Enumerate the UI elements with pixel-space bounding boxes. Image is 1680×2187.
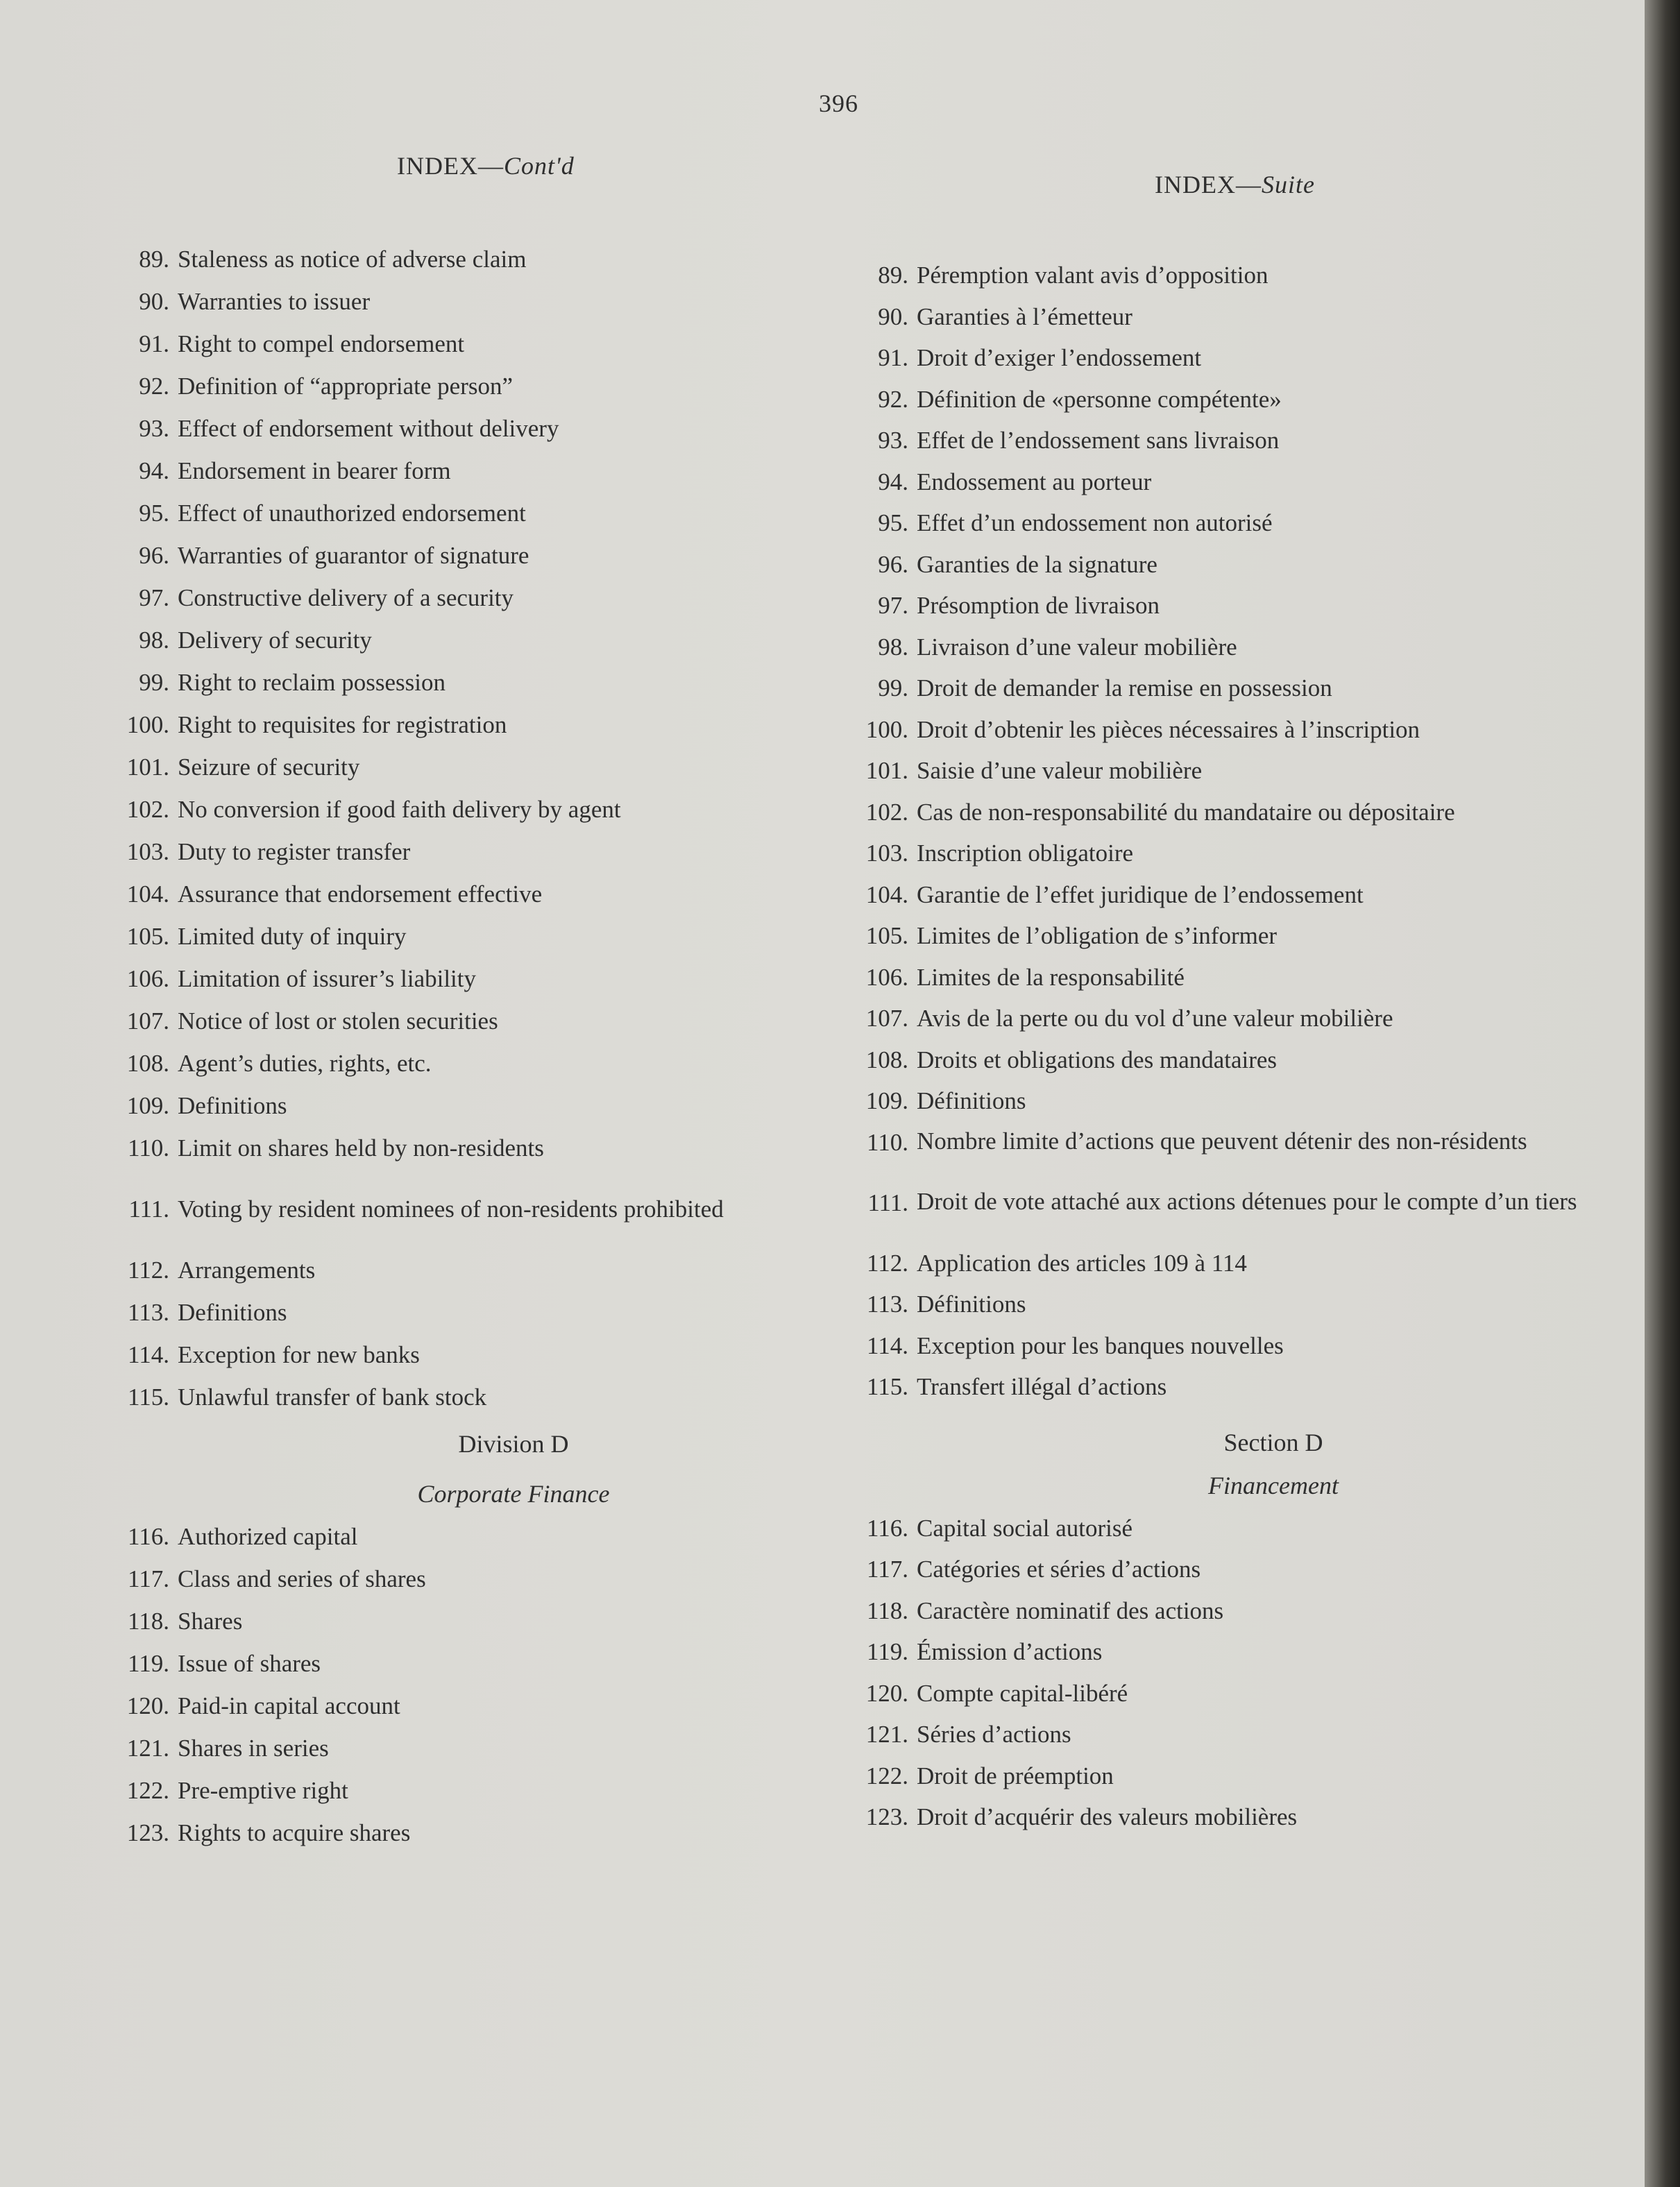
index-entry: [843, 1761, 1579, 1803]
index-entry: [104, 1255, 840, 1297]
entry-title: Exception for new banks: [178, 1341, 420, 1368]
entry-title: Limitation of issurer’s liability: [178, 965, 476, 992]
entry-number: 106.: [126, 965, 169, 992]
index-entry: [104, 710, 840, 752]
entry-title: Séries d’actions: [917, 1721, 1071, 1748]
entry-title: Compte capital-libéré: [917, 1679, 1128, 1707]
entry-title: Warranties of guarantor of signature: [178, 542, 529, 569]
entry-number: 90.: [878, 303, 908, 330]
page-number: 396: [819, 90, 858, 117]
entry-title: Definitions: [178, 1092, 287, 1119]
index-entry: [843, 260, 1579, 302]
index-entry: [104, 1522, 840, 1564]
entry-title: Droit de préemption: [917, 1762, 1114, 1789]
index-entry: [843, 1086, 1579, 1127]
index-entry: [843, 1637, 1579, 1678]
entry-title: Class and series of shares: [178, 1565, 426, 1592]
index-entry: [843, 343, 1579, 384]
entry-title: Définition de «personne compétente»: [917, 385, 1282, 413]
entry-number: 107.: [865, 1005, 908, 1032]
index-entry: [843, 1289, 1579, 1331]
entry-number: 97.: [139, 584, 169, 611]
entry-number: 96.: [139, 542, 169, 569]
entry-number: 103.: [865, 840, 908, 867]
index-entry: [843, 962, 1579, 1004]
entry-number: 91.: [139, 330, 169, 357]
entry-number: 108.: [865, 1046, 908, 1073]
entry-title: Limit on shares held by non-residents: [178, 1134, 544, 1161]
division-title: Section D: [1223, 1428, 1323, 1456]
entry-title: Transfert illégal d’actions: [917, 1373, 1167, 1400]
entry-title: Droits et obligations des mandataires: [917, 1046, 1278, 1073]
entry-number: 106.: [865, 963, 908, 991]
entry-number: 113.: [867, 1291, 908, 1318]
entry-number: 110.: [128, 1134, 169, 1161]
index-entry: [104, 667, 840, 710]
entry-title: Definitions: [178, 1299, 287, 1326]
entry-title: No conversion if good faith delivery by agent: [178, 796, 621, 823]
index-entry: [104, 1564, 840, 1606]
entry-title: Constructive delivery of a security: [178, 584, 514, 611]
index-entry: [104, 414, 840, 456]
entry-title: Inscription obligatoire: [917, 840, 1134, 867]
entry-title: Livraison d’une valeur mobilière: [917, 633, 1237, 661]
entry-number: 98.: [139, 627, 169, 654]
index-entry: [843, 1372, 1579, 1413]
index-entry: [104, 1733, 840, 1776]
index-entry: [104, 1006, 840, 1048]
index-entry: [843, 1719, 1579, 1761]
entry-number: 118.: [867, 1597, 908, 1624]
entry-title: Notice of lost or stolen securities: [178, 1007, 498, 1035]
left-column-header: [397, 151, 575, 180]
french-index-column: [843, 260, 1579, 1844]
entry-title: Definition of “appropriate person”: [178, 373, 514, 400]
entry-title: Émission d’actions: [917, 1638, 1103, 1665]
index-entry: [843, 1248, 1579, 1290]
entry-number: 99.: [878, 674, 908, 701]
index-entry: [843, 1554, 1579, 1596]
entry-title: Shares in series: [178, 1735, 329, 1762]
index-entry: [104, 498, 840, 541]
index-entry: [104, 794, 840, 837]
entry-title: Droit de demander la remise en possession: [917, 674, 1332, 701]
index-entry: [843, 1678, 1579, 1720]
entry-number: 119.: [867, 1638, 908, 1665]
entry-number: 112.: [128, 1257, 169, 1284]
division-subtitle: Financement: [1208, 1471, 1339, 1499]
entry-number: 94.: [878, 468, 908, 495]
english-index-column: [104, 244, 840, 1860]
index-entry: [104, 583, 840, 625]
entry-title: Seizure of security: [178, 754, 360, 781]
index-entry: [843, 1331, 1579, 1372]
entry-number: 94.: [139, 457, 169, 484]
entry-title: Assurance that endorsement effective: [178, 880, 543, 908]
entry-number: 104.: [865, 880, 908, 908]
index-entry: [104, 1382, 840, 1424]
index-entry: [843, 1045, 1579, 1087]
entry-number: 109.: [865, 1087, 908, 1114]
entry-number: 100.: [126, 711, 169, 738]
index-entry: [104, 1133, 840, 1194]
entry-title: Garanties de la signature: [917, 550, 1157, 578]
index-entry: [843, 425, 1579, 467]
entry-number: 100.: [865, 715, 908, 743]
index-entry: [104, 964, 840, 1006]
entry-number: 89.: [139, 246, 169, 273]
entry-title: Droit d’exiger l’endossement: [917, 344, 1202, 371]
entry-title: Arrangements: [178, 1257, 316, 1284]
entry-title: Unlawful transfer of bank stock: [178, 1384, 487, 1411]
entry-title: Garantie de l’effet juridique de l’endossement: [917, 880, 1364, 908]
page-edge-shadow: [1645, 0, 1680, 2187]
index-entry: [104, 1194, 840, 1255]
entry-title: Right to compel endorsement: [178, 330, 465, 357]
entry-title: Droit d’acquérir des valeurs mobilières: [917, 1803, 1298, 1830]
entry-number: 97.: [878, 592, 908, 619]
entry-title: Droit d’obtenir les pièces nécessaires à l’inscription: [917, 715, 1420, 743]
index-entry: [104, 287, 840, 329]
index-entry: [104, 1048, 840, 1091]
entry-title: Définitions: [917, 1291, 1026, 1318]
index-entry: [843, 1188, 1579, 1248]
index-entry: [104, 752, 840, 794]
index-entry: [104, 1818, 840, 1860]
entry-title: Application des articles 109 à 114: [917, 1249, 1247, 1277]
entry-title: Droit de vote attaché aux actions détenues pour le compte d’un tiers: [917, 1187, 1577, 1215]
entry-title: Péremption valant avis d’opposition: [917, 262, 1269, 289]
entry-number: 108.: [126, 1050, 169, 1077]
entry-number: 120.: [126, 1692, 169, 1719]
entry-number: 116.: [128, 1523, 169, 1550]
entry-number: 105.: [865, 922, 908, 949]
entry-number: 93.: [878, 427, 908, 454]
entry-number: 119.: [128, 1650, 169, 1677]
entry-number: 92.: [878, 385, 908, 413]
index-entry: [843, 880, 1579, 921]
entry-number: 121.: [865, 1721, 908, 1748]
index-entry: [843, 467, 1579, 509]
index-entry: [843, 756, 1579, 797]
entry-title: Shares: [178, 1608, 243, 1635]
index-entry: [843, 838, 1579, 880]
entry-title: Présomption de livraison: [917, 592, 1160, 619]
entry-number: 105.: [126, 923, 169, 950]
entry-number: 116.: [867, 1514, 908, 1542]
entry-number: 95.: [139, 500, 169, 527]
right-header-main: INDEX—: [1155, 171, 1262, 198]
index-entry: [104, 1691, 840, 1733]
entry-number: 114.: [128, 1341, 169, 1368]
entry-number: 102.: [126, 796, 169, 823]
entry-number: 118.: [128, 1608, 169, 1635]
index-entry: [104, 837, 840, 879]
entry-number: 122.: [126, 1777, 169, 1804]
division-subtitle: Corporate Finance: [417, 1480, 610, 1508]
entry-title: Limited duty of inquiry: [178, 923, 407, 950]
entry-title: Effect of endorsement without delivery: [178, 415, 559, 442]
entry-number: 121.: [126, 1735, 169, 1762]
entry-number: 101.: [126, 754, 169, 781]
entry-number: 115.: [867, 1373, 908, 1400]
entry-number: 99.: [139, 669, 169, 696]
entry-title: Right to requisites for registration: [178, 711, 507, 738]
index-entry: [843, 632, 1579, 674]
entry-title: Endossement au porteur: [917, 468, 1152, 495]
entry-number: 112.: [867, 1249, 908, 1277]
entry-number: 117.: [867, 1556, 908, 1583]
entry-number: 104.: [126, 880, 169, 908]
entry-title: Avis de la perte ou du vol d’une valeur mobilière: [917, 1005, 1393, 1032]
entry-number: 107.: [126, 1007, 169, 1035]
index-entry: [104, 541, 840, 583]
index-entry: [104, 1606, 840, 1649]
entry-title: Nombre limite d’actions que peuvent détenir des non-résidents: [917, 1127, 1527, 1155]
index-entry: [104, 244, 840, 287]
entry-title: Delivery of security: [178, 627, 372, 654]
entry-number: 96.: [878, 550, 908, 578]
entry-number: 92.: [139, 373, 169, 400]
index-entry: [843, 1127, 1579, 1188]
left-header-main: INDEX—: [397, 152, 504, 180]
entry-title: Duty to register transfer: [178, 838, 411, 865]
index-entry: [104, 371, 840, 414]
entry-title: Capital social autorisé: [917, 1514, 1133, 1542]
entry-number: 123.: [126, 1819, 169, 1846]
entry-title: Saisie d’une valeur mobilière: [917, 757, 1203, 784]
entry-number: 98.: [878, 633, 908, 661]
left-header-suffix: Cont'd: [503, 152, 575, 180]
index-entry: [104, 921, 840, 964]
entry-title: Exception pour les banques nouvelles: [917, 1331, 1284, 1359]
right-header-suffix: Suite: [1261, 171, 1315, 198]
index-entry: [104, 879, 840, 921]
index-entry: [104, 1297, 840, 1340]
index-entry: [104, 1091, 840, 1133]
entry-title: Caractère nominatif des actions: [917, 1597, 1224, 1624]
entry-number: 117.: [128, 1565, 169, 1592]
entry-number: 120.: [865, 1679, 908, 1707]
index-entry: [104, 329, 840, 371]
entry-title: Pre-emptive right: [178, 1777, 348, 1804]
entry-title: Définitions: [917, 1087, 1026, 1114]
entry-number: 89.: [878, 262, 908, 289]
index-entry: [104, 456, 840, 498]
entry-title: Staleness as notice of adverse claim: [178, 246, 527, 273]
entry-title: Endorsement in bearer form: [178, 457, 451, 484]
entry-number: 114.: [867, 1331, 908, 1359]
entry-title: Paid-in capital account: [178, 1692, 400, 1719]
entry-number: 113.: [128, 1299, 169, 1326]
entry-title: Garanties à l’émetteur: [917, 303, 1132, 330]
entry-number: 122.: [865, 1762, 908, 1789]
index-entry: [104, 1340, 840, 1382]
entry-title: Right to reclaim possession: [178, 669, 446, 696]
entry-title: Issue of shares: [178, 1650, 321, 1677]
entry-number: 103.: [126, 838, 169, 865]
index-entry: [843, 302, 1579, 343]
entry-number: 111.: [128, 1195, 169, 1223]
index-entry: [843, 1513, 1579, 1555]
index-entry: [843, 550, 1579, 591]
entry-number: 90.: [139, 288, 169, 315]
entry-number: 109.: [126, 1092, 169, 1119]
index-entry: [843, 590, 1579, 632]
index-entry: [843, 921, 1579, 962]
division-title: Division D: [458, 1430, 569, 1458]
index-entry: [843, 508, 1579, 550]
entry-number: 115.: [128, 1384, 169, 1411]
entry-number: 110.: [867, 1128, 908, 1156]
entry-number: 111.: [867, 1189, 908, 1216]
entry-title: Rights to acquire shares: [178, 1819, 411, 1846]
section-spacer: [843, 1413, 1579, 1427]
entry-title: Effect of unauthorized endorsement: [178, 500, 526, 527]
entry-number: 95.: [878, 509, 908, 536]
entry-number: 91.: [878, 344, 908, 371]
entry-title: Effet d’un endossement non autorisé: [917, 509, 1273, 536]
entry-number: 101.: [865, 757, 908, 784]
index-entry: [843, 797, 1579, 839]
entry-title: Catégories et séries d’actions: [917, 1556, 1201, 1583]
entry-title: Cas de non-responsabilité du mandataire ou dépositaire: [917, 798, 1455, 826]
entry-title: Warranties to issuer: [178, 288, 371, 315]
index-entry: [843, 715, 1579, 756]
index-entry: [104, 625, 840, 667]
entry-title: Voting by resident nominees of non-residents prohibited: [178, 1195, 724, 1223]
index-entry: [843, 673, 1579, 715]
index-entry: [843, 1003, 1579, 1045]
entry-title: Agent’s duties, rights, etc.: [178, 1050, 432, 1077]
index-entry: [104, 1649, 840, 1691]
entry-number: 123.: [865, 1803, 908, 1830]
index-entry: [104, 1776, 840, 1818]
entry-title: Limites de la responsabilité: [917, 963, 1185, 991]
entry-title: Authorized capital: [178, 1523, 358, 1550]
index-entry: [843, 1802, 1579, 1844]
entry-title: Effet de l’endossement sans livraison: [917, 427, 1280, 454]
entry-number: 102.: [865, 798, 908, 826]
entry-number: 93.: [139, 415, 169, 442]
index-entry: [843, 384, 1579, 426]
entry-title: Limites de l’obligation de s’informer: [917, 922, 1278, 949]
right-column-header: [1155, 170, 1315, 199]
index-entry: [843, 1596, 1579, 1637]
